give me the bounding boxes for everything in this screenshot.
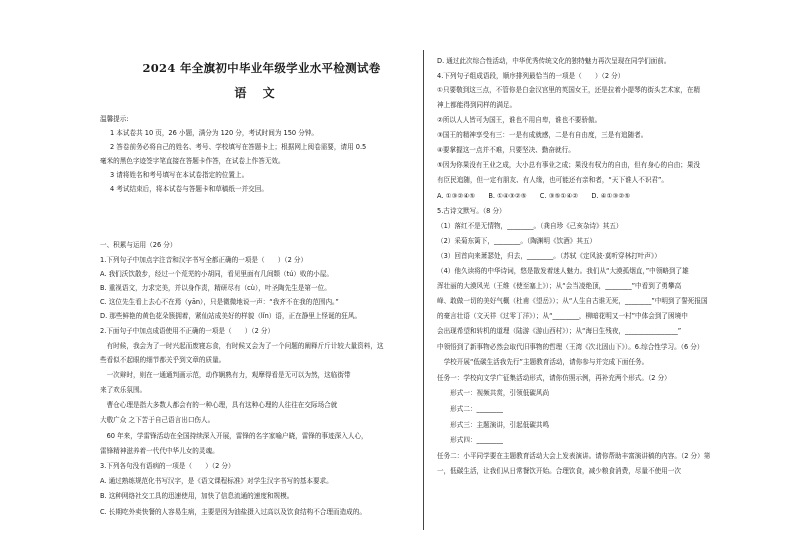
- blank-4-cont: 会出现希望和转机的道理（陆游《游山西村》）；从“海日生残夜，________________”: [437, 327, 682, 335]
- passage-line: 些看似不起眼的细节都关乎到文章的质量。: [100, 356, 226, 364]
- passage-line: 60 年来，学雷锋活动在全国持续深入开展，雷锋的名字家喻户晓，雷锋的事迹深入人心，: [100, 432, 368, 440]
- option-b: B. 重视语文，力求完美，并以身作责，精研尽有（cù），叶圣陶先生是第一位。: [100, 284, 331, 292]
- form-3: 形式三：主题演讲，引起低碳共鸣: [437, 421, 550, 429]
- section-heading: 一、积累与运用（26 分）: [100, 241, 177, 249]
- passage-line: 来了欢乐氛围。: [100, 386, 147, 394]
- notice-line: 2 答卷前务必将自己的姓名、考号、学校填写在答题卡上；根据网上阅卷需要，请用 0.5: [110, 143, 367, 151]
- option-a: A. 通过熟练规范化书写汉字，是《语文课程标准》对学生汉字书写的基本要求。: [100, 477, 333, 485]
- question-4: 4.下列句子组成语段，顺序排列最恰当的一项是（ ）（2 分）: [437, 72, 625, 80]
- question-5: 5.古诗文默写。（8 分）: [437, 207, 506, 215]
- task-2-cont: 一，低碳生活，让我们从日常餐饮开始。合理饮食，减少粮食消费，尽量不使用一次: [437, 467, 681, 475]
- question-1: 1.下列句子中加点字注音和汉字书写全都正确的一项是（ ）（2 分）: [100, 256, 308, 264]
- sentence-1-cont: 神上都能得到同样的满足。: [437, 101, 517, 109]
- question-3: 3.下列各句没有语病的一项是（ ）（2 分）: [100, 462, 235, 470]
- passage-line: 曹仓心理是指大多数人都会有的一种心理，具有这种心理的人往往在交际场合就: [100, 401, 338, 409]
- option-d: D. 那些鲜艳的黄色花朵簇拥着，紧仙站成美好的样貌（lǐn）语，正在静里上怪诞的狂风。: [100, 312, 362, 320]
- question-6: 中领悟到了新事物必然会取代旧事物的哲理（王湾《次北固山下》）。6.综合性学习。（6 分）: [437, 343, 704, 351]
- sentence-2: ②所以人人皆可为国王，谁也不用自卑，谁也不要骄傲。: [437, 116, 602, 124]
- answer-options: A. ①③②④⑤ B. ①④③②⑤ C. ③⑤①④② D. ④①③②⑤: [437, 192, 631, 200]
- sentence-3: ③国王的精神享受有三：一是有成就感，二是有自由度，三是有追随者。: [437, 131, 648, 139]
- blank-4-cont: 峰、敢做一切的美好气概（杜甫《望岳》）；从“人生自古谁无死，________”中明到了誓死报国: [437, 297, 708, 305]
- option-c: C. 这位先生看上去心不在焉（yān），只是微微地说一声：“我齐不在我的范围内。”: [100, 298, 339, 306]
- passage-line: 大敬广众 之下苦于自己语言出口伤人。: [100, 416, 215, 424]
- form-1: 形式一：视频共赏，引领低碳风尚: [437, 389, 550, 397]
- form-4: 形式四：________: [437, 436, 503, 444]
- sentence-1: ①只要敬到这三点，不管你是白金汉宫里的英国女王，还是拉着小提琴的街头艺术家，在精: [437, 86, 701, 94]
- option-d: D. 通过此次综合性活动，中华优秀传统文化的独特魅力再次呈现在同学们面前。: [437, 57, 671, 65]
- task-2: 任务二：小平同学要在主题教育活动大会上发表演讲。请你帮助丰富演讲稿的内容。（2 分）第: [437, 452, 711, 460]
- passage-line: 雷锋精神滋养着一代代中华儿女的灵魂。: [100, 447, 219, 455]
- blank-4: （4）他久读将的中华诗词，悠是散发着迷人魅力。我们从“大漠孤烟直，”中领略到了雄: [437, 267, 689, 275]
- passage-line: 一次辩时，则在一通通判画示范，动作娴熟有力，观摩得看是无可以为然，这临街带: [100, 371, 351, 379]
- blank-2: （2）采菊东篱下，________。（陶渊明《饮酒》其五）: [437, 237, 597, 245]
- notice-line: 1 本试卷共 10 页，26 小题，满分为 120 分，考试时间为 150 分钟。: [110, 129, 318, 137]
- passage-line: 有时候，我会为了一时兴起而废寝忘食，有时候又会为了一个问题的阐释斤斤计较大量资料，这: [100, 342, 384, 350]
- blank-1: （1）落红不是无情物，________。（龚自珍《己亥杂诗》其五）: [437, 222, 623, 230]
- notice-line: 毫米的黑色字迹签字笔直接在答题卡作答，在试卷上作答无效。: [100, 157, 285, 165]
- blank-4-cont: 的豪言壮语（文天祥《过零丁洋》）；从“________，柳暗花明又一村”中体会到了困境中: [437, 312, 688, 320]
- exam-title: 2024 年全旗初中毕业年级学业水平检测试卷: [142, 61, 381, 75]
- notice-line: 4 考试结束后，将本试卷与答题卡和草稿纸一并交回。: [110, 185, 268, 193]
- task-1: 任务一：学校向文学广征集活动形式，请你仿照示例，再补充两个形式。（2 分）: [437, 374, 671, 382]
- column-divider: [423, 50, 424, 530]
- option-a: A. 我们沃饮散步，经过一个荒芜的小胡同，看见里面有几间颓（tú）败的小屋。: [100, 270, 333, 278]
- notice-line: 3 请将姓名和考号填写在本试卷指定的位置上。: [110, 171, 249, 179]
- subject-title: 语 文: [234, 86, 281, 100]
- blank-4-cont: 浑壮丽的大漠风光（王维《使至塞上》）；从“会当凌绝顶，________”中看到了勇攀高: [437, 282, 682, 290]
- activity-intro: 学校开展“低碳生活我先行”主题教育活动，请你参与并完成下面任务。: [437, 358, 649, 366]
- option-b: B. 这种网络社交工具的迅速使用，加快了信息流通的速度和规模。: [100, 492, 294, 500]
- blank-3: （3）回首向来萧瑟处，归去，________。（苏轼《定风波·莫听穿林打叶声》）: [437, 252, 661, 260]
- sentence-4: ④要掌握这一点并不难，只要坚决、勤奋就行。: [437, 146, 575, 154]
- sentence-5: ⑤因为你果没有王业之成，大小总有事业之成；果没有权力的自由，但有身心的自由；果没: [437, 161, 701, 169]
- option-c: C. 长期吃外卖快餐的人容易生病，主要是因为油盐摄入过高以及饮食结构不合理而造成的。: [100, 508, 366, 516]
- question-2: 2.下面句子中加点成语使用不正确的一项是（ ）（2 分）: [100, 327, 275, 335]
- sentence-5-cont: 有臣民追随，但一定有朋友、有人缘，也可能还有亲和者，“天下谁人不识君”。: [437, 176, 669, 184]
- form-2: 形式二：________: [437, 405, 503, 413]
- notice-heading: 温馨提示:: [100, 115, 129, 123]
